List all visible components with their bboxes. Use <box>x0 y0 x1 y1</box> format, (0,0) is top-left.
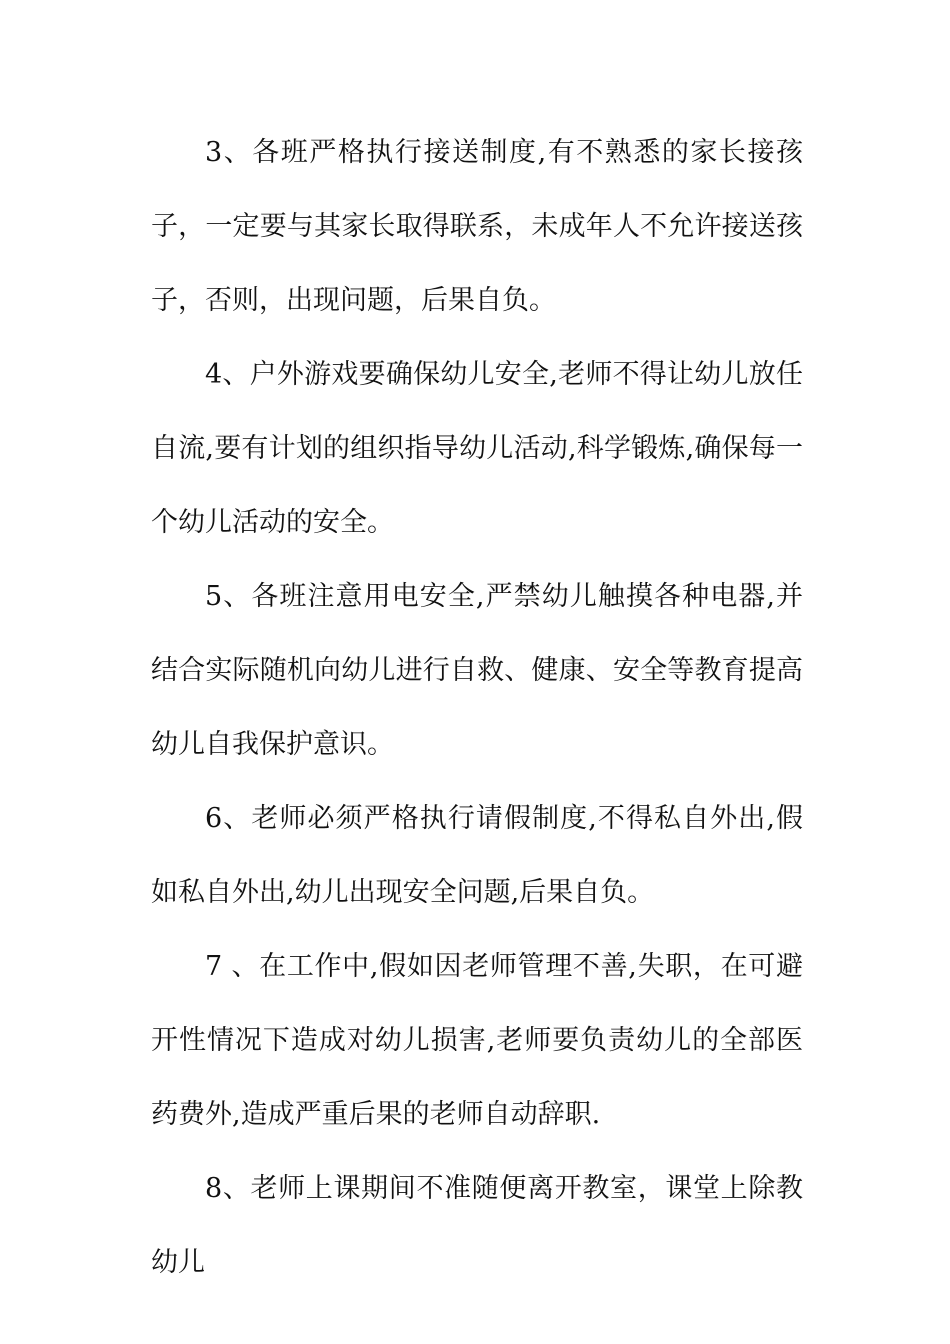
document-body <box>151 116 803 1300</box>
paragraph-rule-6: 6、老师必须严格执行请假制度,不得私自外出,假如私自外出,幼儿出现安全问题,后果自负。 <box>151 803 803 908</box>
paragraph-rule-5: 5、各班注意用电安全,严禁幼儿触摸各种电器,并结合实际随机向幼儿进行自救、健康、安全等教育提高幼儿自我保护意识。 <box>151 581 803 760</box>
paragraph-rule-3: 3、各班严格执行接送制度,有不熟悉的家长接孩子，一定要与其家长取得联系，未成年人不允许接送孩子，否则，出现问题，后果自负。 <box>151 137 803 316</box>
paragraph-rule-4: 4、户外游戏要确保幼儿安全,老师不得让幼儿放任自流,要有计划的组织指导幼儿活动,科学锻炼,确保每一个幼儿活动的安全。 <box>151 359 803 538</box>
paragraph-rule-7: 7 、在工作中,假如因老师管理不善,失职，在可避开性情况下造成对幼儿损害,老师要负责幼儿的全部医药费外,造成严重后果的老师自动辞职. <box>151 951 803 1130</box>
paragraph-rule-8: 8、老师上课期间不准随便离开教室，课堂上除教幼儿 <box>151 1173 803 1278</box>
